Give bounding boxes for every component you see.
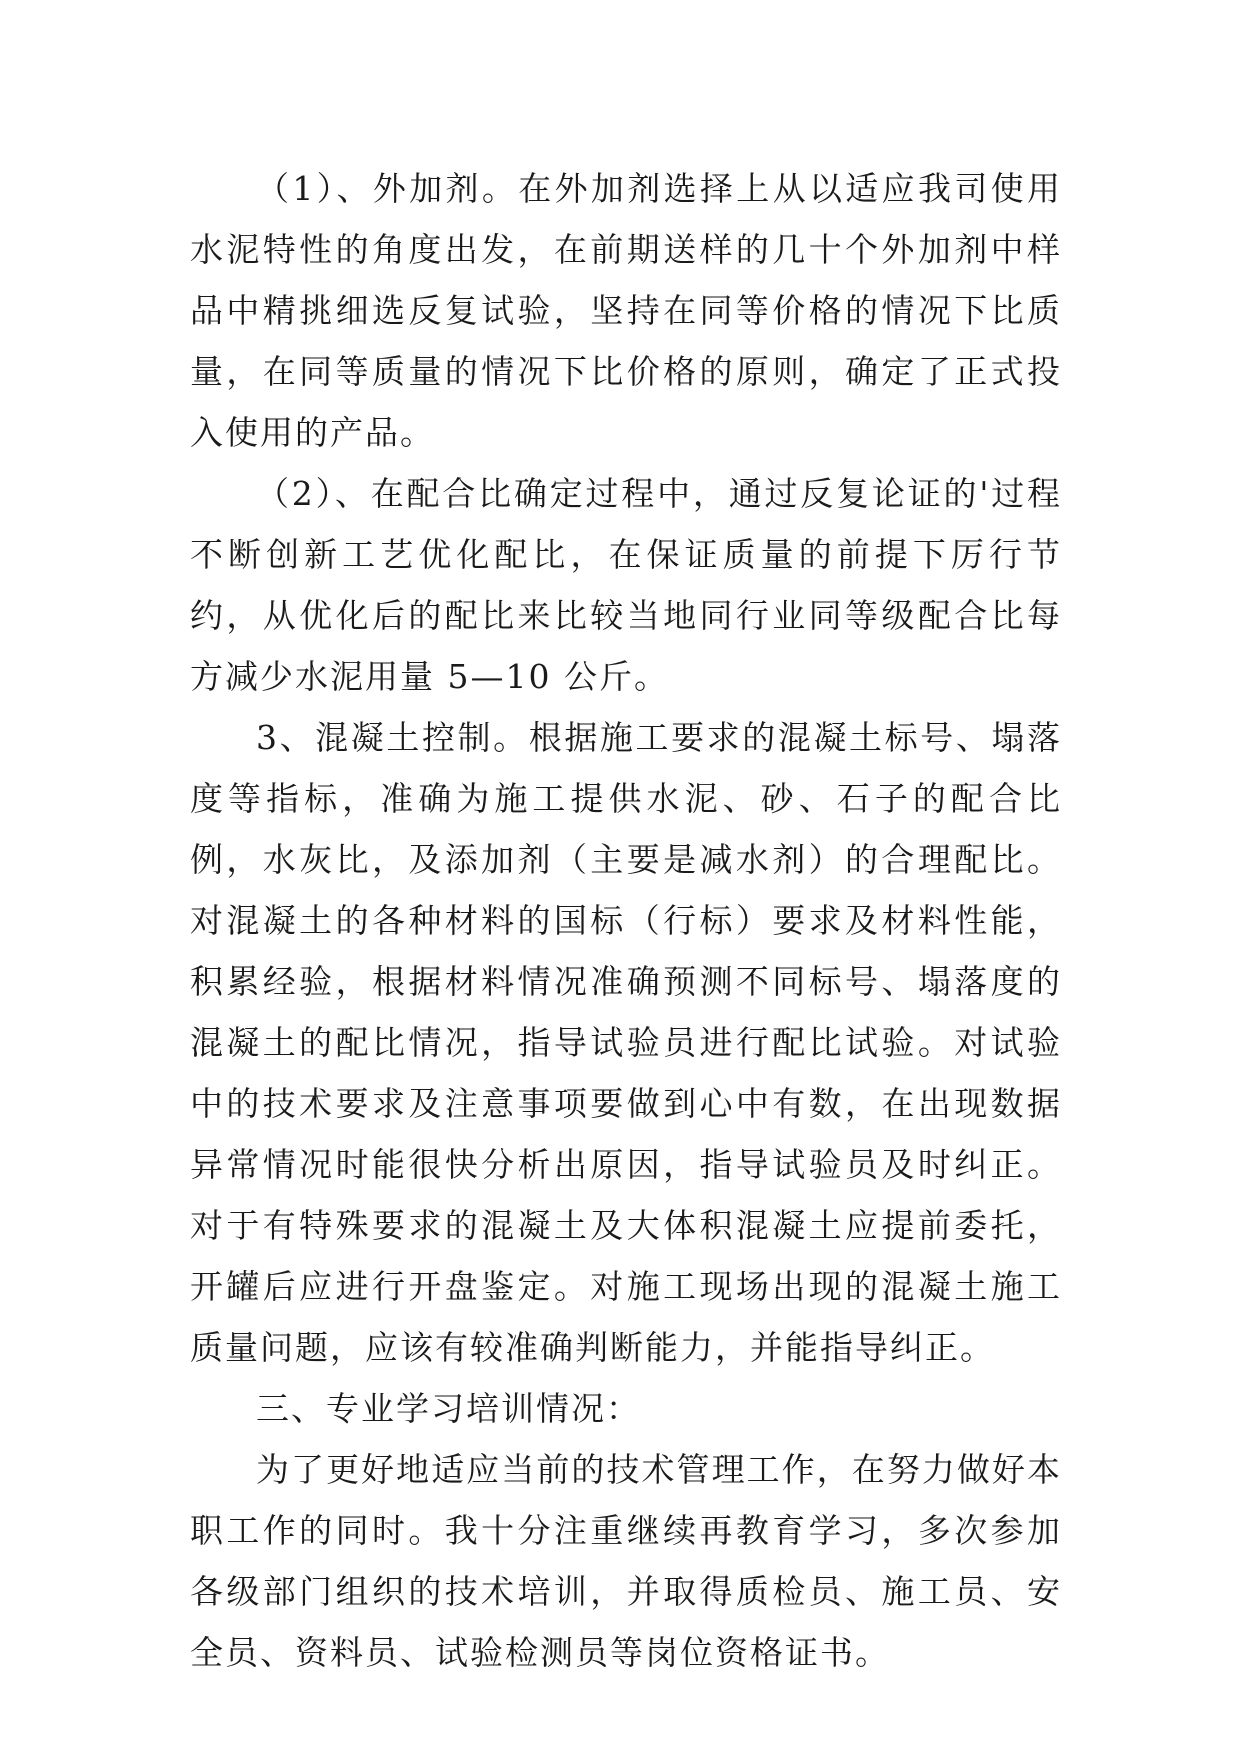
document-body (190, 158, 1062, 1683)
paragraph-mix-ratio: （2）、在配合比确定过程中，通过反复论证的'过程不断创新工艺优化配比，在保证质量的前提下厉行节约，从优化后的配比来比较当地同行业同等级配合比每方减少水泥用量 5—10 公斤。 (190, 474, 1062, 696)
section-heading-training: 三、专业学习培训情况： (256, 1389, 641, 1428)
paragraph-training: 为了更好地适应当前的技术管理工作，在努力做好本职工作的同时。我十分注重继续再教育学习，多次参加各级部门组织的技术培训，并取得质检员、施工员、安全员、资料员、试验检测员等岗位资格证书。 (190, 1450, 1062, 1672)
paragraph-admixture: （1）、外加剂。在外加剂选择上从以适应我司使用水泥特性的角度出发，在前期送样的几十个外加剂中样品中精挑细选反复试验，坚持在同等价格的情况下比质量，在同等质量的情况下比价格的原则，确定了正式投入使用的产品。 (190, 169, 1062, 452)
paragraph-concrete-control: 3、混凝土控制。根据施工要求的混凝土标号、塌落度等指标，准确为施工提供水泥、砂、石子的配合比例，水灰比，及添加剂（主要是减水剂）的合理配比。对混凝土的各种材料的国标（行标）要求及材料性能，积累经验，根据材料情况准确预测不同标号、塌落度的混凝土的配比情况，指导试验员进行配比试验。对试验中的技术要求及注意事项要做到心中有数，在出现数据异常情况时能很快分析出原因，指导试验员及时纠正。对于有特殊要求的混凝土及大体积混凝土应提前委托，开罐后应进行开盘鉴定。对施工现场出现的混凝土施工质量问题，应该有较准确判断能力，并能指导纠正。 (190, 718, 1062, 1367)
